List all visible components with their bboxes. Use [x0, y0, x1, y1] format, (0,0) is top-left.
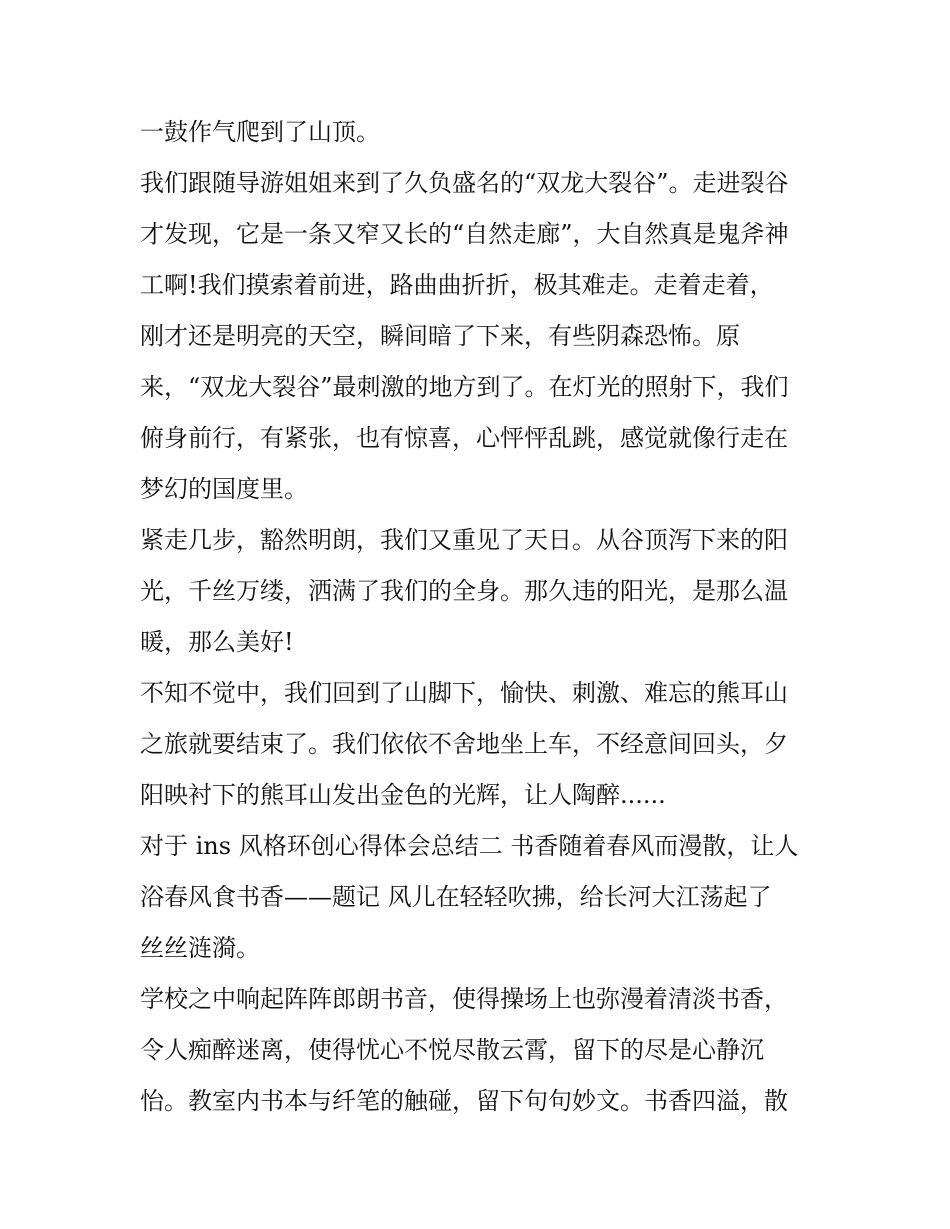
text-line: 才发现，它是一条又窄又长的“自然走廊”，大自然真是鬼斧神 [140, 220, 789, 248]
text-line: 梦幻的国度里。 [140, 475, 308, 503]
text-line: 浴春风食书香——题记 风儿在轻轻吹拂，给长河大江荡起了 [140, 883, 772, 911]
text-line: 我们跟随导游姐姐来到了久负盛名的“双龙大裂谷”。走进裂谷 [140, 169, 789, 197]
text-line: 紧走几步，豁然明朗，我们又重见了天日。从谷顶泻下来的阳 [140, 526, 788, 554]
text-line: 阳映衬下的熊耳山发出金色的光辉，让人陶醉...... [140, 781, 666, 809]
text-line: 俯身前行，有紧张，也有惊喜，心怦怦乱跳，感觉就像行走在 [140, 424, 788, 452]
text-line: 令人痴醉迷离，使得忧心不悦尽散云霄，留下的尽是心静沉 [140, 1036, 764, 1064]
text-line: 怡。教室内书本与纤笔的触碰，留下句句妙文。书香四溢，散 [140, 1087, 788, 1115]
text-line: 学校之中响起阵阵郎朗书音，使得操场上也弥漫着清淡书香， [140, 985, 788, 1013]
text-line: 之旅就要结束了。我们依依不舍地坐上车，不经意间回头，夕 [140, 730, 788, 758]
text-line: 不知不觉中，我们回到了山脚下，愉快、刺激、难忘的熊耳山 [140, 679, 788, 707]
text-line: 一鼓作气爬到了山顶。 [140, 118, 380, 146]
text-line: 对于 ins 风格环创心得体会总结二 书香随着春风而漫散，让人 [140, 832, 799, 860]
text-line: 工啊!我们摸索着前进，路曲曲折折，极其难走。走着走着， [140, 271, 774, 299]
text-line: 丝丝涟漪。 [140, 934, 260, 962]
body-text [140, 107, 820, 1127]
text-line: 来，“双龙大裂谷”最刺激的地方到了。在灯光的照射下，我们 [140, 373, 789, 401]
text-line: 暖，那么美好! [140, 628, 294, 656]
text-line: 光，千丝万缕，洒满了我们的全身。那久违的阳光，是那么温 [140, 577, 788, 605]
text-line: 刚才还是明亮的天空，瞬间暗了下来，有些阴森恐怖。原 [140, 322, 740, 350]
